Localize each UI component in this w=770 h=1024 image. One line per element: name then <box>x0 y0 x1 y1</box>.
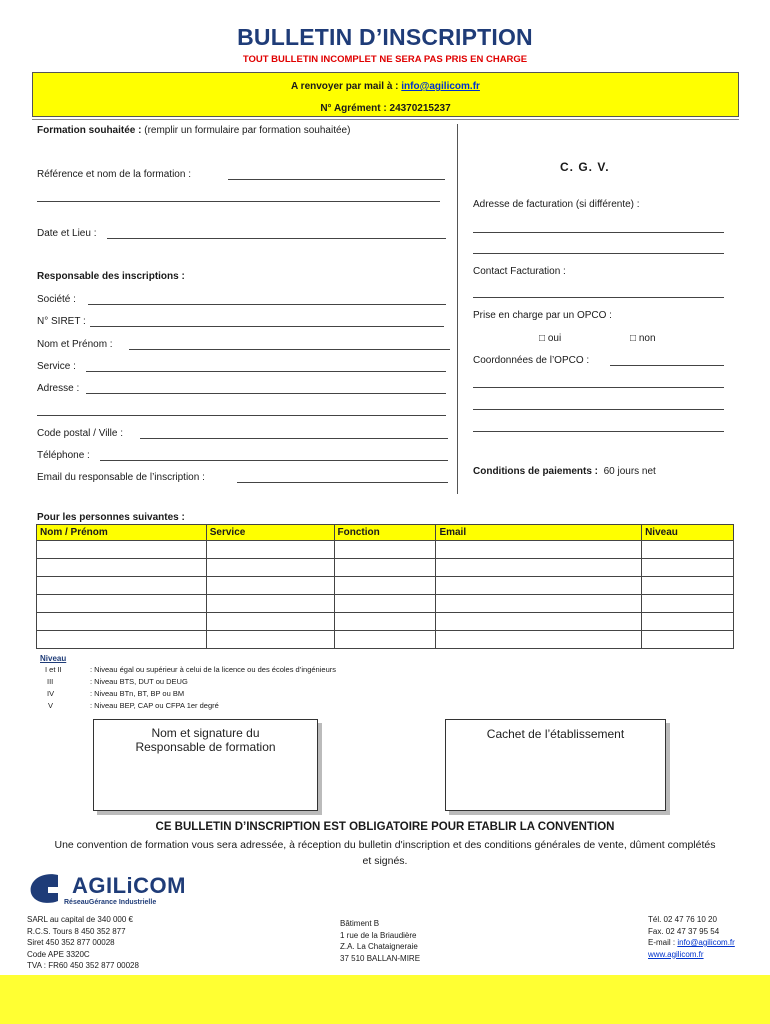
cgv-heading: C. G. V. <box>560 160 610 174</box>
coordonnees-opco-field-line3[interactable] <box>473 409 724 410</box>
niveau-desc: : Niveau BTS, DUT ou DEUG <box>90 677 188 686</box>
table-cell[interactable] <box>436 613 642 631</box>
footer-fax: Fax. 02 47 37 95 54 <box>648 926 720 936</box>
table-cell[interactable] <box>37 541 207 559</box>
send-email-link[interactable]: info@agilicom.fr <box>401 81 480 92</box>
footer-legal-line: Code APE 3320C <box>27 949 90 959</box>
table-cell[interactable] <box>206 613 334 631</box>
opco-non-checkbox[interactable]: □ non <box>630 333 656 344</box>
niveau-desc: : Niveau égal ou supérieur à celui de la licence ou des écoles d’ingénieurs <box>90 665 336 674</box>
agilicom-logo <box>28 873 186 910</box>
adresse-field-line2[interactable] <box>37 415 446 416</box>
table-cell[interactable] <box>642 577 734 595</box>
table-cell[interactable] <box>436 559 642 577</box>
table-cell[interactable] <box>37 631 207 649</box>
code-postal-label: Code postal / Ville : <box>37 428 123 439</box>
section-divider <box>32 119 739 120</box>
col-fonction: Fonction <box>334 525 436 541</box>
contact-facturation-label: Contact Facturation : <box>473 266 566 277</box>
logo-name: AGILiCOM <box>72 873 186 898</box>
table-cell[interactable] <box>642 595 734 613</box>
footer-legal-line: R.C.S. Tours 8 450 352 877 <box>27 926 126 936</box>
col-service: Service <box>206 525 334 541</box>
table-row <box>37 541 734 559</box>
table-cell[interactable] <box>206 595 334 613</box>
table-cell[interactable] <box>436 577 642 595</box>
coordonnees-opco-field-line4[interactable] <box>473 431 724 432</box>
service-label: Service : <box>37 361 76 372</box>
table-cell[interactable] <box>334 631 436 649</box>
warning-subtitle: TOUT BULLETIN INCOMPLET NE SERA PAS PRIS EN CHARGE <box>242 54 528 65</box>
adresse-field[interactable] <box>86 393 446 394</box>
coordonnees-opco-label: Coordonnées de l’OPCO : <box>473 355 590 366</box>
societe-field[interactable] <box>88 304 446 305</box>
formation-label: Formation souhaitée : <box>37 125 142 136</box>
footer-contact <box>648 914 735 960</box>
telephone-field[interactable] <box>100 460 448 461</box>
footer-address <box>340 918 420 964</box>
footer-email-line <box>648 937 735 949</box>
siret-field[interactable] <box>90 326 444 327</box>
niveau-code: V <box>48 701 54 710</box>
col-nom-prenom: Nom / Prénom <box>37 525 207 541</box>
table-cell[interactable] <box>334 541 436 559</box>
footer-address-line: 1 rue de la Briaudière <box>340 930 417 940</box>
table-cell[interactable] <box>436 631 642 649</box>
opco-oui-checkbox[interactable]: □ oui <box>539 333 562 344</box>
signature-box[interactable] <box>93 719 318 811</box>
persons-table <box>36 524 734 649</box>
siret-label: N° SIRET : <box>37 316 86 327</box>
adresse-label: Adresse : <box>37 383 80 394</box>
persons-heading: Pour les personnes suivantes : <box>37 512 185 523</box>
table-cell[interactable] <box>37 613 207 631</box>
cachet-label: Cachet de l’établissement <box>486 727 625 741</box>
email-responsable-label: Email du responsable de l’inscription : <box>37 472 205 483</box>
table-cell[interactable] <box>642 631 734 649</box>
signature-label-line2: Responsable de formation <box>135 740 276 754</box>
footer-legal-line: SARL au capital de 340 000 € <box>27 915 134 924</box>
coordonnees-opco-field[interactable] <box>610 365 724 366</box>
footer-address-line: Bâtiment B <box>340 919 380 928</box>
table-cell[interactable] <box>206 541 334 559</box>
table-row <box>37 559 734 577</box>
conditions-value: 60 jours net <box>603 466 656 477</box>
conditions-label: Conditions de paiements : <box>473 466 599 477</box>
obligation-title: CE BULLETIN D’INSCRIPTION EST OBLIGATOIRE POUR ETABLIR LA CONVENTION <box>155 821 615 833</box>
footer-legal-line: TVA : FR60 450 352 877 00028 <box>27 961 139 970</box>
footer-address-line: 37 510 BALLAN-MIRE <box>340 953 421 963</box>
service-field[interactable] <box>86 371 446 372</box>
contact-facturation-field[interactable] <box>473 297 724 298</box>
niveau-desc: : Niveau BEP, CAP ou CFPA 1er degré <box>90 701 219 710</box>
table-cell[interactable] <box>206 577 334 595</box>
table-cell[interactable] <box>206 631 334 649</box>
footer-legal <box>27 914 139 972</box>
footer-tel: Tél. 02 47 76 10 20 <box>648 915 717 924</box>
col-email: Email <box>436 525 642 541</box>
footer-web-line <box>648 949 735 961</box>
adresse-facturation-label: Adresse de facturation (si différente) : <box>473 199 640 210</box>
table-cell[interactable] <box>37 595 207 613</box>
responsable-heading: Responsable des inscriptions : <box>37 271 185 282</box>
table-cell[interactable] <box>642 613 734 631</box>
niveau-row <box>40 677 460 688</box>
niveau-row <box>40 701 460 712</box>
table-row <box>37 631 734 649</box>
date-lieu-label: Date et Lieu : <box>37 228 97 239</box>
table-cell[interactable] <box>334 577 436 595</box>
table-cell[interactable] <box>642 541 734 559</box>
footer-legal-line: Siret 450 352 877 00028 <box>27 938 115 947</box>
cachet-box[interactable] <box>445 719 666 811</box>
code-postal-field[interactable] <box>140 438 448 439</box>
niveau-legend-title: Niveau <box>40 654 67 663</box>
table-cell[interactable] <box>436 595 642 613</box>
send-prefix: A renvoyer par mail à : <box>291 81 402 92</box>
formation-heading <box>37 125 350 136</box>
prise-en-charge-label: Prise en charge par un OPCO : <box>473 310 612 321</box>
nom-prenom-field[interactable] <box>129 349 450 350</box>
conditions-paiement <box>473 466 656 477</box>
table-cell[interactable] <box>334 595 436 613</box>
table-cell[interactable] <box>436 541 642 559</box>
footer-email-prefix: E-mail : <box>648 938 678 947</box>
societe-label: Société : <box>37 294 76 305</box>
coordonnees-opco-field-line2[interactable] <box>473 387 724 388</box>
table-row <box>37 595 734 613</box>
niveau-row <box>40 689 460 700</box>
email-responsable-field[interactable] <box>237 482 448 483</box>
column-divider <box>457 124 458 494</box>
niveau-code: I et II <box>45 665 62 674</box>
logo-tagline: RéseauGérance Industrielle <box>64 899 157 906</box>
table-cell[interactable] <box>37 577 207 595</box>
signature-label-line1: Nom et signature du <box>151 726 260 740</box>
adresse-facturation-field[interactable] <box>473 232 724 233</box>
niveau-row <box>40 665 460 676</box>
table-cell[interactable] <box>334 559 436 577</box>
send-line <box>33 81 738 92</box>
table-row <box>37 577 734 595</box>
reference-label: Référence et nom de la formation : <box>37 169 191 180</box>
footer-address-line: Z.A. La Chataigneraie <box>340 942 418 951</box>
date-lieu-field[interactable] <box>107 238 446 239</box>
table-row <box>37 613 734 631</box>
col-niveau: Niveau <box>642 525 734 541</box>
page-title: BULLETIN D’INSCRIPTION <box>237 24 533 50</box>
obligation-text: Une convention de formation vous sera adressée, à réception du bulletin d'inscription et des conditions générales de vente, dûment complétés et signés. <box>54 839 716 867</box>
niveau-code: IV <box>47 689 55 698</box>
table-header-row <box>37 525 734 541</box>
footer-band <box>0 975 770 1024</box>
formation-note: (remplir un formulaire par formation souhaitée) <box>144 125 351 136</box>
reference-field-line2[interactable] <box>37 201 440 202</box>
niveau-desc: : Niveau BTn, BT, BP ou BM <box>90 689 185 698</box>
niveau-code: III <box>47 677 54 686</box>
table-cell[interactable] <box>206 559 334 577</box>
table-cell[interactable] <box>334 613 436 631</box>
telephone-label: Téléphone : <box>37 450 90 461</box>
adresse-facturation-field-line2[interactable] <box>473 253 724 254</box>
agrement-number: N° Agrément : 24370215237 <box>320 103 451 114</box>
table-cell[interactable] <box>642 559 734 577</box>
footer-web-link[interactable]: www.agilicom.fr <box>648 949 704 959</box>
table-cell[interactable] <box>37 559 207 577</box>
send-info-box <box>32 72 739 117</box>
nom-prenom-label: Nom et Prénom : <box>37 339 113 350</box>
reference-field[interactable] <box>228 179 445 180</box>
footer-email-link[interactable]: info@agilicom.fr <box>677 938 735 947</box>
